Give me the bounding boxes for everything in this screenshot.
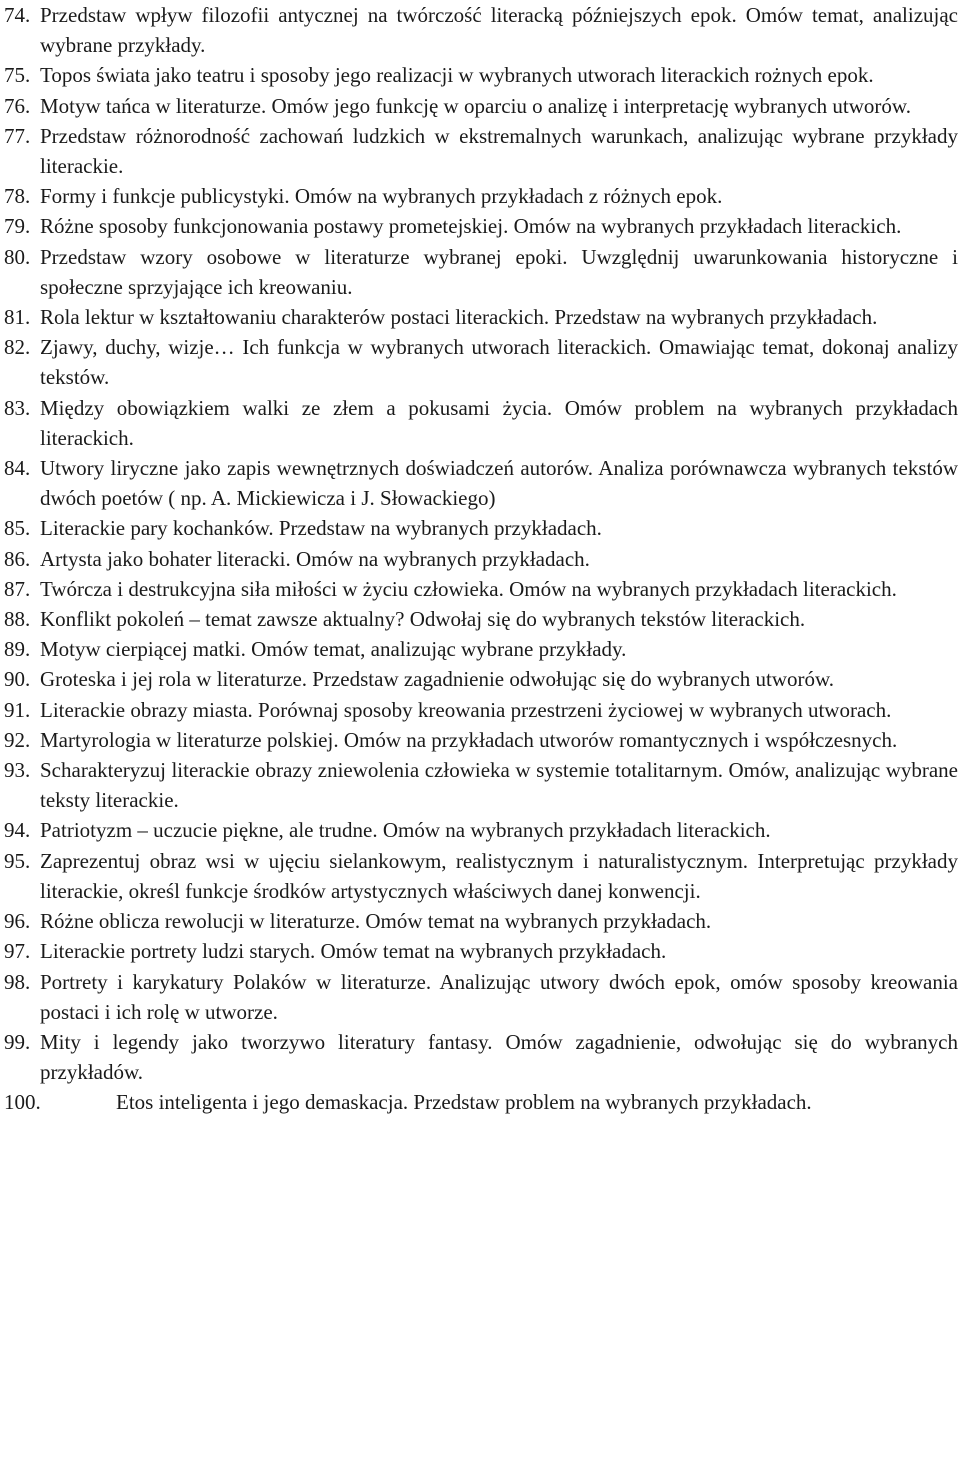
- list-item: [0, 906, 958, 936]
- list-item: [0, 967, 958, 1027]
- list-item: [0, 695, 958, 725]
- list-item: [0, 91, 958, 121]
- list-item: [0, 332, 958, 392]
- item-number: 89.: [4, 637, 31, 662]
- item-text: Artysta jako bohater literacki. Omów na wybranych przykładach.: [40, 546, 590, 571]
- list-item: [0, 0, 958, 60]
- list-item: [0, 604, 958, 634]
- item-text: Twórcza i destrukcyjna siła miłości w życiu człowieka. Omów na wybranych przykładach literackich.: [40, 576, 897, 601]
- item-text: Przedstaw różnorodność zachowań ludzkich w ekstremalnych warunkach, analizując wybrane przykłady literackie.: [40, 123, 958, 179]
- list-item: [0, 242, 958, 302]
- item-text: Topos świata jako teatru i sposoby jego realizacji w wybranych utworach literackich rożnych epok.: [40, 63, 874, 88]
- item-number: 91.: [4, 697, 31, 722]
- list-item: [0, 513, 958, 543]
- item-number: 95.: [4, 848, 31, 873]
- item-text: Martyrologia w literaturze polskiej. Omów na przykładach utworów romantycznych i współczesnych.: [40, 727, 898, 752]
- item-number: 77.: [4, 123, 31, 148]
- item-number: 76.: [4, 93, 31, 118]
- item-number: 96.: [4, 909, 31, 934]
- item-text: Konflikt pokoleń – temat zawsze aktualny? Odwołaj się do wybranych tekstów literackich.: [40, 607, 806, 632]
- item-number: 84.: [4, 456, 31, 481]
- list-item: [0, 121, 958, 181]
- item-number: 92.: [4, 727, 31, 752]
- item-number: 86.: [4, 546, 31, 571]
- item-text: Formy i funkcje publicystyki. Omów na wybranych przykładach z różnych epok.: [40, 184, 723, 209]
- item-text: Mity i legendy jako tworzywo literatury fantasy. Omów zagadnienie, odwołując się do wybranych przykładów.: [40, 1029, 958, 1085]
- item-text: Portrety i karykatury Polaków w literaturze. Analizując utwory dwóch epok, omów sposoby kreowania postaci i ich rolę w utworze.: [40, 969, 958, 1024]
- list-item: [0, 60, 958, 90]
- item-number: 78.: [4, 184, 31, 209]
- item-text: Przedstaw wpływ filozofii antycznej na twórczość literacką późniejszych epok. Omów temat, analizując wybrane przykłady.: [40, 3, 958, 58]
- item-number: 94.: [4, 818, 31, 843]
- item-number: 83.: [4, 395, 31, 420]
- item-number: 81.: [4, 305, 31, 330]
- item-number: 98.: [4, 969, 31, 994]
- item-text: Różne sposoby funkcjonowania postawy prometejskiej. Omów na wybranych przykładach literackich.: [40, 214, 902, 239]
- item-number: 93.: [4, 758, 31, 783]
- item-number: 74.: [4, 3, 31, 27]
- item-text: Groteska i jej rola w literaturze. Przedstaw zagadnienie odwołując się do wybranych utworów.: [40, 667, 835, 692]
- item-number: 99.: [4, 1029, 31, 1054]
- list-item: [0, 181, 958, 211]
- item-number: 88.: [4, 607, 31, 632]
- item-number: 82.: [4, 335, 31, 360]
- list-item: [0, 815, 958, 845]
- list-item: [0, 1087, 958, 1117]
- list-item: [0, 936, 958, 966]
- list-item: [0, 302, 958, 332]
- item-text: Motyw cierpiącej matki. Omów temat, analizując wybrane przykłady.: [40, 637, 627, 662]
- list-item: [0, 544, 958, 574]
- item-text: Różne oblicza rewolucji w literaturze. Omów temat na wybranych przykładach.: [40, 909, 712, 934]
- item-text: Zjawy, duchy, wizje… Ich funkcja w wybranych utworach literackich. Omawiając temat, dokonaj analizy tekstów.: [40, 335, 958, 390]
- item-text: Motyw tańca w literaturze. Omów jego funkcję w oparciu o analizę i interpretację wybranych utworów.: [40, 93, 911, 118]
- item-text: Literackie obrazy miasta. Porównaj sposoby kreowania przestrzeni życiowej w wybranych utworach.: [40, 697, 892, 722]
- item-text: Między obowiązkiem walki ze złem a pokusami życia. Omów problem na wybranych przykładach literackich.: [40, 395, 958, 450]
- item-text: Utwory liryczne jako zapis wewnętrznych doświadczeń autorów. Analiza porównawcza wybranych tekstów dwóch poetów ( np. A. Mickiewicza i J. Słowackiego): [40, 456, 958, 511]
- list-item: [0, 664, 958, 694]
- item-number: 79.: [4, 214, 31, 239]
- list-item: [0, 393, 958, 453]
- item-number: 80.: [4, 244, 31, 269]
- list-item: [0, 453, 958, 513]
- list-item: [0, 725, 958, 755]
- item-number: 75.: [4, 63, 31, 88]
- item-number: 87.: [4, 576, 31, 601]
- item-text: Literackie pary kochanków. Przedstaw na wybranych przykładach.: [40, 516, 602, 541]
- item-text: Patriotyzm – uczucie piękne, ale trudne. Omów na wybranych przykładach literackich.: [40, 818, 771, 843]
- item-text: Etos inteligenta i jego demaskacja. Przedstaw problem na wybranych przykładach.: [116, 1090, 812, 1115]
- item-text: Literackie portrety ludzi starych. Omów temat na wybranych przykładach.: [40, 939, 667, 964]
- item-text: Zaprezentuj obraz wsi w ujęciu sielankowym, realistycznym i naturalistycznym. Interpretując przykłady literackie, określ funkcje środków artystycznych właściwych danej konwencji.: [40, 848, 958, 903]
- item-text: Rola lektur w kształtowaniu charakterów postaci literackich. Przedstaw na wybranych przykładach.: [40, 305, 878, 330]
- item-number: 90.: [4, 667, 31, 692]
- item-text: Przedstaw wzory osobowe w literaturze wybranej epoki. Uwzględnij uwarunkowania historyczne i społeczne sprzyjające ich kreowaniu.: [40, 244, 958, 299]
- list-item: [0, 846, 958, 906]
- list-item: [0, 574, 958, 604]
- item-number: 85.: [4, 516, 31, 541]
- item-number: 100.: [4, 1090, 41, 1115]
- list-item: [0, 211, 958, 241]
- list-item: [0, 755, 958, 815]
- list-item: [0, 634, 958, 664]
- item-number: 97.: [4, 939, 31, 964]
- item-text: Scharakteryzuj literackie obrazy zniewolenia człowieka w systemie totalitarnym. Omów, analizując wybrane teksty literackie.: [40, 758, 958, 813]
- list-item: [0, 1027, 958, 1087]
